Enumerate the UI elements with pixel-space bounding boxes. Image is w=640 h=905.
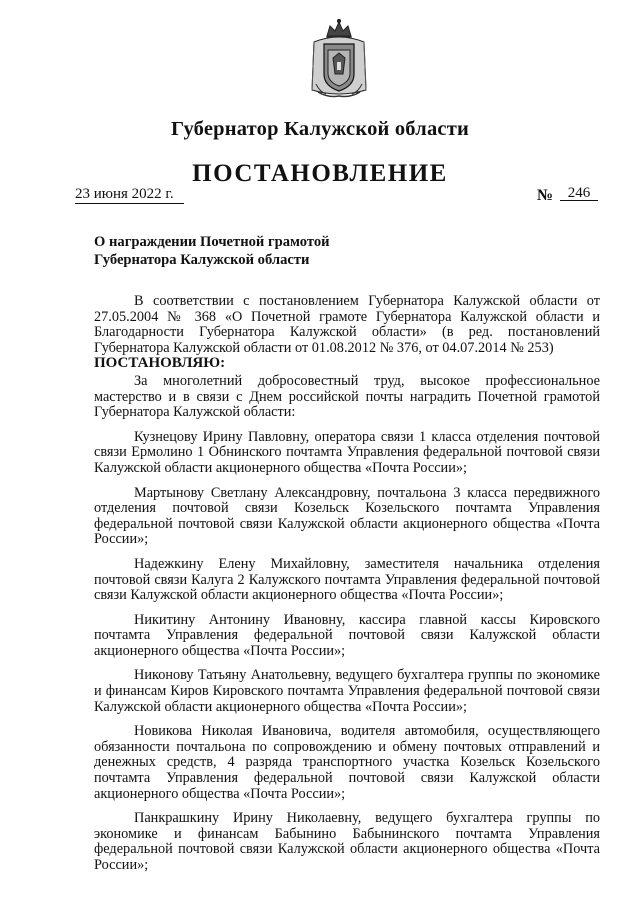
award-intro-paragraph: За многолетний добросовестный труд, высокое профессиональное мастерство и в связи с Днем российской почты наградить Почетной грамотой Губернатора Калужской области: [94, 372, 600, 421]
document-date: 23 июня 2022 г. [75, 186, 184, 204]
document-subject [94, 233, 414, 269]
subject-line: Губернатора Калужской области [94, 252, 310, 268]
number-sign: № [537, 187, 554, 204]
document-body [94, 294, 600, 883]
awardee-paragraph: Никитину Антонину Ивановну, кассира главной кассы Кировского почтамта Управления федеральной почтовой связи Калужской области акционерного общества «Почта России»; [94, 611, 600, 659]
awardee-paragraph: Кузнецову Ирину Павловну, оператора связи 1 класса отделения почтовой связи Ермолино 1 Обнинского почтамта Управления федеральной почтовой связи Калужской области акционерного общества «Почта России»; [94, 428, 600, 476]
issuing-authority: Губернатор Калужской области [171, 118, 469, 140]
document-number: 246 [560, 186, 598, 201]
document-type-title: ПОСТАНОВЛЕНИЕ [192, 160, 448, 187]
awardee-paragraph: Никонову Татьяну Анатольевну, ведущего бухгалтера группы по экономике и финансам Киров Кировского почтамта Управления федеральной почтовой связи Калужской области акционерного общества «Почта России»; [94, 667, 600, 715]
awardee-paragraph: Мартынову Светлану Александровну, почтальона 3 класса передвижного отделения почтовой связи Козельск Козельского почтамта Управления федеральной почтовой связи Калужской области акционерного общества «Почта России»; [94, 484, 600, 548]
preamble-paragraph: В соответствии с постановлением Губернатора Калужской области от 27.05.2004 № 368 «О Почетной грамоте Губернатора Калужской области и Благодарности Губернатора Калужской области» (в ред. постановлений Губернатора Калужской области от 01.08.2012 № 376, от 04.07.2014 № 253) [94, 293, 600, 356]
awardee-paragraph: Новикова Николая Ивановича, водителя автомобиля, осуществляющего обязанности почтальона по сопровождению и обмену почтовых отправлений и денежных средств, 4 разряда транспортного участка Козельск Козельского почтамта Управления федеральной почтовой связи Калужской области акционерного общества «Почта России»; [94, 723, 600, 802]
decree-heading: ПОСТАНОВЛЯЮ: [94, 355, 226, 372]
coat-of-arms-icon [308, 18, 370, 100]
awardee-paragraph: Панкрашкину Ирину Николаевну, ведущего бухгалтера группы по экономике и финансам Бабынино Бабынинского почтамта Управления федеральной почтовой связи Калужской области акционерного общества «Почта России»; [94, 810, 600, 873]
awardee-paragraph: Надежкину Елену Михайловну, заместителя начальника отделения почтовой связи Калуга 2 Калужского почтамта Управления федеральной почтовой связи Калужской области акционерного общества «Почта России»; [94, 555, 600, 604]
subject-line: О награждении Почетной грамотой [94, 234, 330, 250]
